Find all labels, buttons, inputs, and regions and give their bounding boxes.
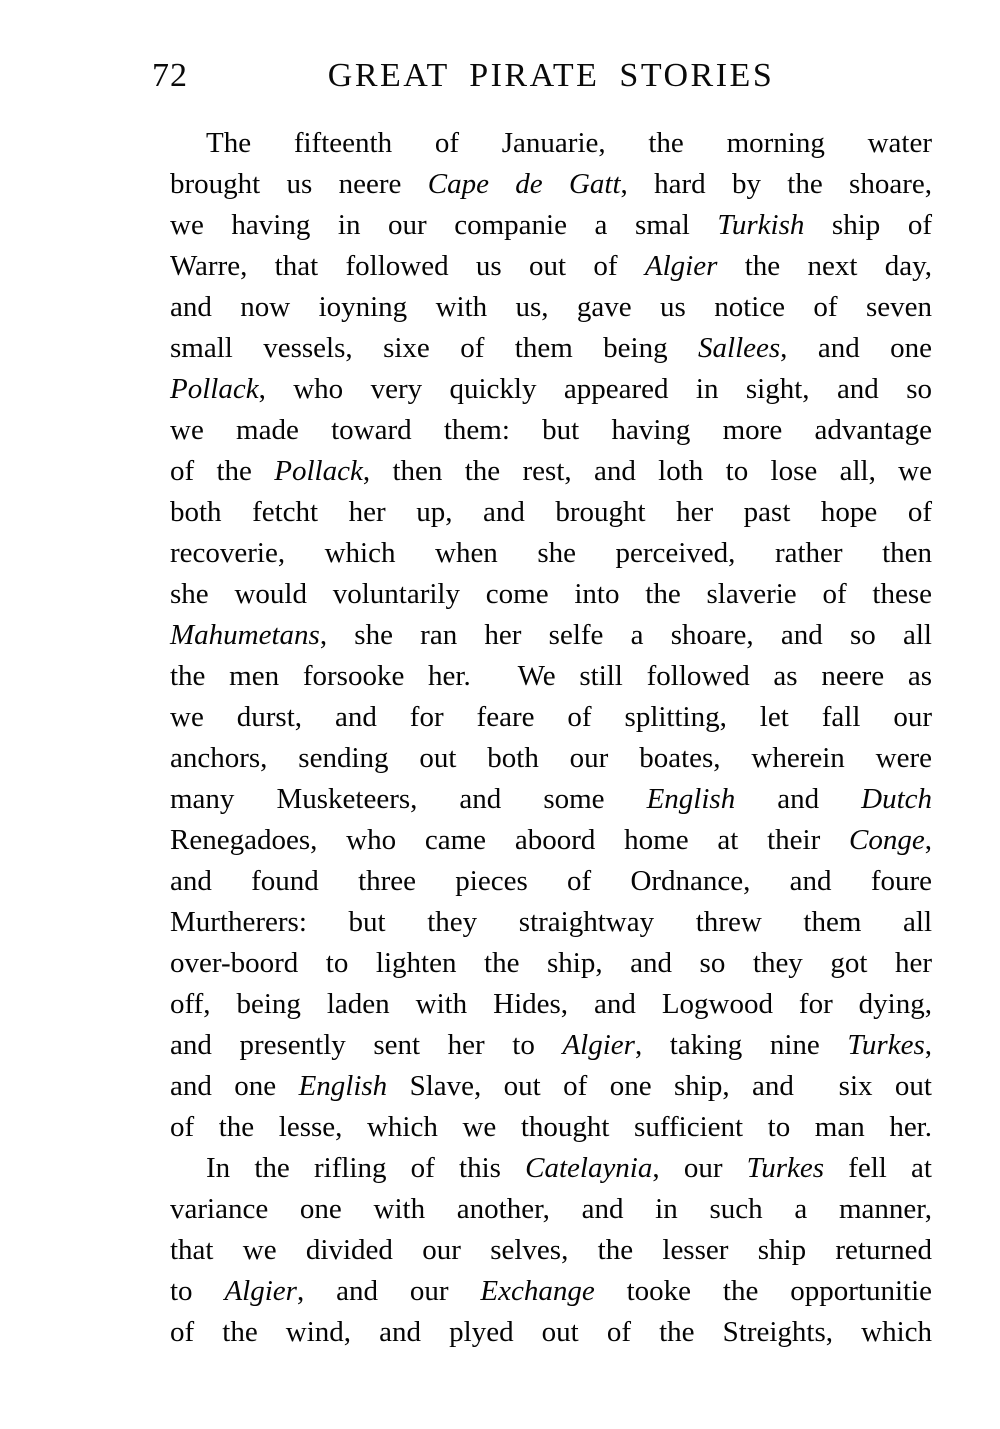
text-run: and now ioyning with us, gave us notice of seven bbox=[170, 291, 932, 323]
text-run: Slave, out of one ship, and six out bbox=[387, 1070, 932, 1102]
italic-text-run: English bbox=[298, 1070, 388, 1102]
text-line bbox=[170, 1066, 932, 1107]
text-line bbox=[170, 205, 932, 246]
paragraph bbox=[170, 1148, 932, 1353]
italic-text-run: Turkes bbox=[847, 1029, 925, 1061]
italic-text-run: Algier bbox=[562, 1029, 635, 1061]
text-run: fell at bbox=[824, 1152, 932, 1184]
text-run: variance one with another, and in such a manner, bbox=[170, 1193, 932, 1225]
text-run: and bbox=[735, 783, 862, 815]
text-run: , then the rest, and loth to lose all, we bbox=[362, 455, 932, 487]
text-run: the men forsooke her. We still followed as neere as bbox=[170, 660, 932, 692]
italic-text-run: Sallees bbox=[698, 332, 781, 364]
text-run: anchors, sending out both our boates, wherein were bbox=[170, 742, 932, 774]
italic-text-run: Algier bbox=[644, 250, 718, 282]
text-line bbox=[170, 451, 932, 492]
italic-text-run: English bbox=[646, 783, 736, 815]
text-line bbox=[170, 328, 932, 369]
text-run: , she ran her selfe a shoare, and so all bbox=[319, 619, 932, 651]
text-line bbox=[170, 492, 932, 533]
text-run: that we divided our selves, the lesser ship returned bbox=[170, 1234, 932, 1266]
text-run: off, being laden with Hides, and Logwood for dying, bbox=[170, 988, 932, 1020]
text-run: , our bbox=[652, 1152, 747, 1184]
text-line bbox=[170, 410, 932, 451]
text-run: and found three pieces of Ordnance, and foure bbox=[170, 865, 932, 897]
text-run: , taking nine bbox=[634, 1029, 848, 1061]
text-run: brought us neere bbox=[170, 168, 428, 200]
text-line bbox=[170, 1025, 932, 1066]
text-run: , and our bbox=[296, 1275, 481, 1307]
text-run: , bbox=[924, 824, 932, 856]
italic-text-run: Pollack bbox=[170, 373, 259, 405]
text-run: recoverie, which when she perceived, rather then bbox=[170, 537, 932, 569]
text-run: , bbox=[924, 1029, 932, 1061]
text-line bbox=[170, 615, 932, 656]
text-run: ship of bbox=[804, 209, 932, 241]
page-body bbox=[170, 123, 932, 1353]
text-run: Renegadoes, who came aboord home at their bbox=[170, 824, 850, 856]
italic-text-run: Conge bbox=[849, 824, 925, 856]
text-run: she would voluntarily come into the slaverie of these bbox=[170, 578, 932, 610]
text-line bbox=[170, 943, 932, 984]
text-line bbox=[170, 738, 932, 779]
text-line bbox=[170, 902, 932, 943]
italic-text-run: Turkish bbox=[717, 209, 805, 241]
text-line bbox=[170, 246, 932, 287]
italic-text-run: Algier bbox=[224, 1275, 297, 1307]
text-run: and presently sent her to bbox=[170, 1029, 563, 1061]
text-line bbox=[170, 1148, 932, 1189]
text-run: , hard by the shoare, bbox=[620, 168, 932, 200]
text-run: Murtherers: but they straightway threw them all bbox=[170, 906, 932, 938]
text-run: we made toward them: but having more advantage bbox=[170, 414, 932, 446]
italic-text-run: Turkes bbox=[746, 1152, 825, 1184]
text-run: of the bbox=[170, 455, 275, 487]
text-run: Warre, that followed us out of bbox=[170, 250, 645, 282]
text-run: many Musketeers, and some bbox=[170, 783, 647, 815]
text-line bbox=[170, 1271, 932, 1312]
text-line bbox=[170, 164, 932, 205]
text-line bbox=[170, 1107, 932, 1148]
text-run: , who very quickly appeared in sight, and so bbox=[258, 373, 932, 405]
text-line bbox=[170, 697, 932, 738]
text-line bbox=[170, 656, 932, 697]
text-line bbox=[170, 861, 932, 902]
text-line bbox=[170, 1189, 932, 1230]
italic-text-run: Cape de Gatt bbox=[427, 168, 621, 200]
italic-text-run: Exchange bbox=[480, 1275, 595, 1307]
text-line bbox=[170, 533, 932, 574]
text-run: and one bbox=[170, 1070, 299, 1102]
italic-text-run: Mahumetans bbox=[170, 619, 320, 651]
text-line bbox=[170, 574, 932, 615]
text-run: over-boord to lighten the ship, and so they got her bbox=[170, 947, 932, 979]
text-run: The fifteenth of Januarie, the morning water bbox=[206, 127, 932, 159]
text-line bbox=[170, 1230, 932, 1271]
text-line bbox=[170, 123, 932, 164]
page-number: 72 bbox=[152, 57, 188, 94]
text-run: , and one bbox=[780, 332, 932, 364]
running-title: GREAT PIRATE STORIES bbox=[327, 57, 775, 94]
text-line bbox=[170, 984, 932, 1025]
text-line bbox=[170, 1312, 932, 1353]
page-header bbox=[0, 54, 1000, 98]
italic-text-run: Dutch bbox=[861, 783, 933, 815]
text-run: we having in our companie a smal bbox=[170, 209, 718, 241]
text-run: small vessels, sixe of them being bbox=[170, 332, 699, 364]
text-run: In the rifling of this bbox=[206, 1152, 526, 1184]
text-run: both fetcht her up, and brought her past hope of bbox=[170, 496, 932, 528]
text-line bbox=[170, 779, 932, 820]
text-line bbox=[170, 287, 932, 328]
italic-text-run: Catelaynia bbox=[525, 1152, 653, 1184]
text-run: of the wind, and plyed out of the Streights, which bbox=[170, 1316, 932, 1348]
text-line bbox=[170, 820, 932, 861]
text-run: tooke the opportunitie bbox=[594, 1275, 933, 1307]
text-run: we durst, and for feare of splitting, let fall our bbox=[170, 701, 932, 733]
text-run: of the lesse, which we thought sufficient to man her. bbox=[170, 1111, 932, 1143]
text-run: to bbox=[170, 1275, 225, 1307]
italic-text-run: Pollack bbox=[274, 455, 363, 487]
paragraph bbox=[170, 123, 932, 1148]
text-line bbox=[170, 369, 932, 410]
text-run: the next day, bbox=[717, 250, 932, 282]
